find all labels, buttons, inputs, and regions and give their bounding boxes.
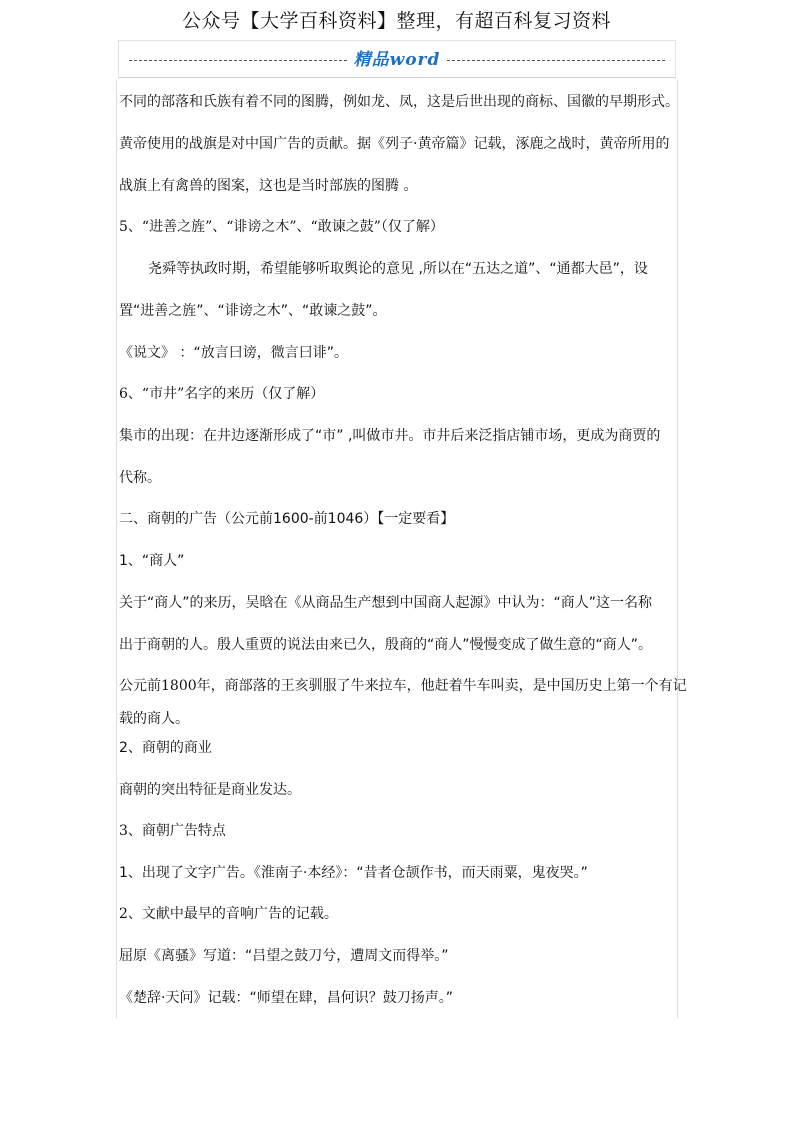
quote-line: 屈原《离骚》写道：“吕望之鼓刀兮，遭周文而得举。”: [119, 948, 449, 964]
paragraph-line: 代称。: [119, 470, 161, 486]
paragraph-line: 商朝的突出特征是商业发达。: [119, 782, 301, 798]
paragraph-line: 黄帝使用的战旗是对中国广告的贡献。据《列子·黄帝篇》记载，涿鹿之战时，黄帝所用的: [119, 136, 670, 152]
paragraph-line: 不同的部落和氏族有着不同的图腾，例如龙、凤，这是后世出现的商标、国徽的早期形式。: [119, 94, 679, 110]
paragraph-line: 2、文献中最早的音响广告的记载。: [119, 906, 338, 922]
paragraph-line: 置“进善之旌”、“诽谤之木”、“敢谏之鼓”。: [119, 303, 387, 319]
header-divider-right: [447, 60, 665, 61]
section-heading: 6、“市井”名字的来历（仅了解）: [119, 386, 325, 402]
paragraph-line: 战旗上有禽兽的图案，这也是当时部族的图腾 。: [119, 178, 418, 194]
paragraph-line: 载的商人。: [119, 711, 189, 727]
chapter-heading: 二、商朝的广告（公元前1600-前1046）【一定要看】: [119, 511, 455, 527]
paragraph-line: 集市的出现：在井边逐渐形成了“市” ,叫做市井。市井后来泛指店铺市场，更成为商贾的: [119, 428, 661, 444]
quote-line: 《楚辞·天问》记载：“师望在肆，昌何识？鼓刀扬声。”: [119, 990, 453, 1006]
paragraph-line: 出于商朝的人。殷人重贾的说法由来已久，殷商的“商人”慢慢变成了做生意的“商人”。: [119, 637, 653, 653]
section-heading: 3、商朝广告特点: [119, 823, 226, 839]
section-heading: 1、“商人”: [119, 553, 185, 569]
section-heading: 2、商朝的商业: [119, 740, 212, 756]
header-banner: [118, 40, 676, 78]
paragraph-line: 尧舜等执政时期，希望能够听取舆论的意见 ,所以在“五达之道”、“通都大邑”，设: [148, 261, 648, 277]
header-divider-left: [129, 60, 347, 61]
section-heading: 5、“进善之旌”、“诽谤之木”、“敢谏之鼓”（仅了解）: [119, 219, 444, 235]
paragraph-line: 关于“商人”的来历，吴晗在《从商品生产想到中国商人起源》中认为：“商人”这一名称: [119, 595, 653, 611]
page-title: 公众号【大学百科资料】整理，有超百科复习资料: [181, 10, 611, 32]
paragraph-line: 公元前1800年，商部落的王亥驯服了牛来拉车，他赶着牛车叫卖，是中国历史上第一个有记: [119, 678, 687, 694]
quote-line: 《说文》 ：“放言曰谤，微言曰诽”。: [119, 345, 348, 361]
paragraph-line: 1、出现了文字广告。《淮南子·本经》：“昔者仓颉作书，而天雨粟，鬼夜哭。”: [119, 865, 588, 881]
banner-label: 精品word: [353, 50, 441, 70]
